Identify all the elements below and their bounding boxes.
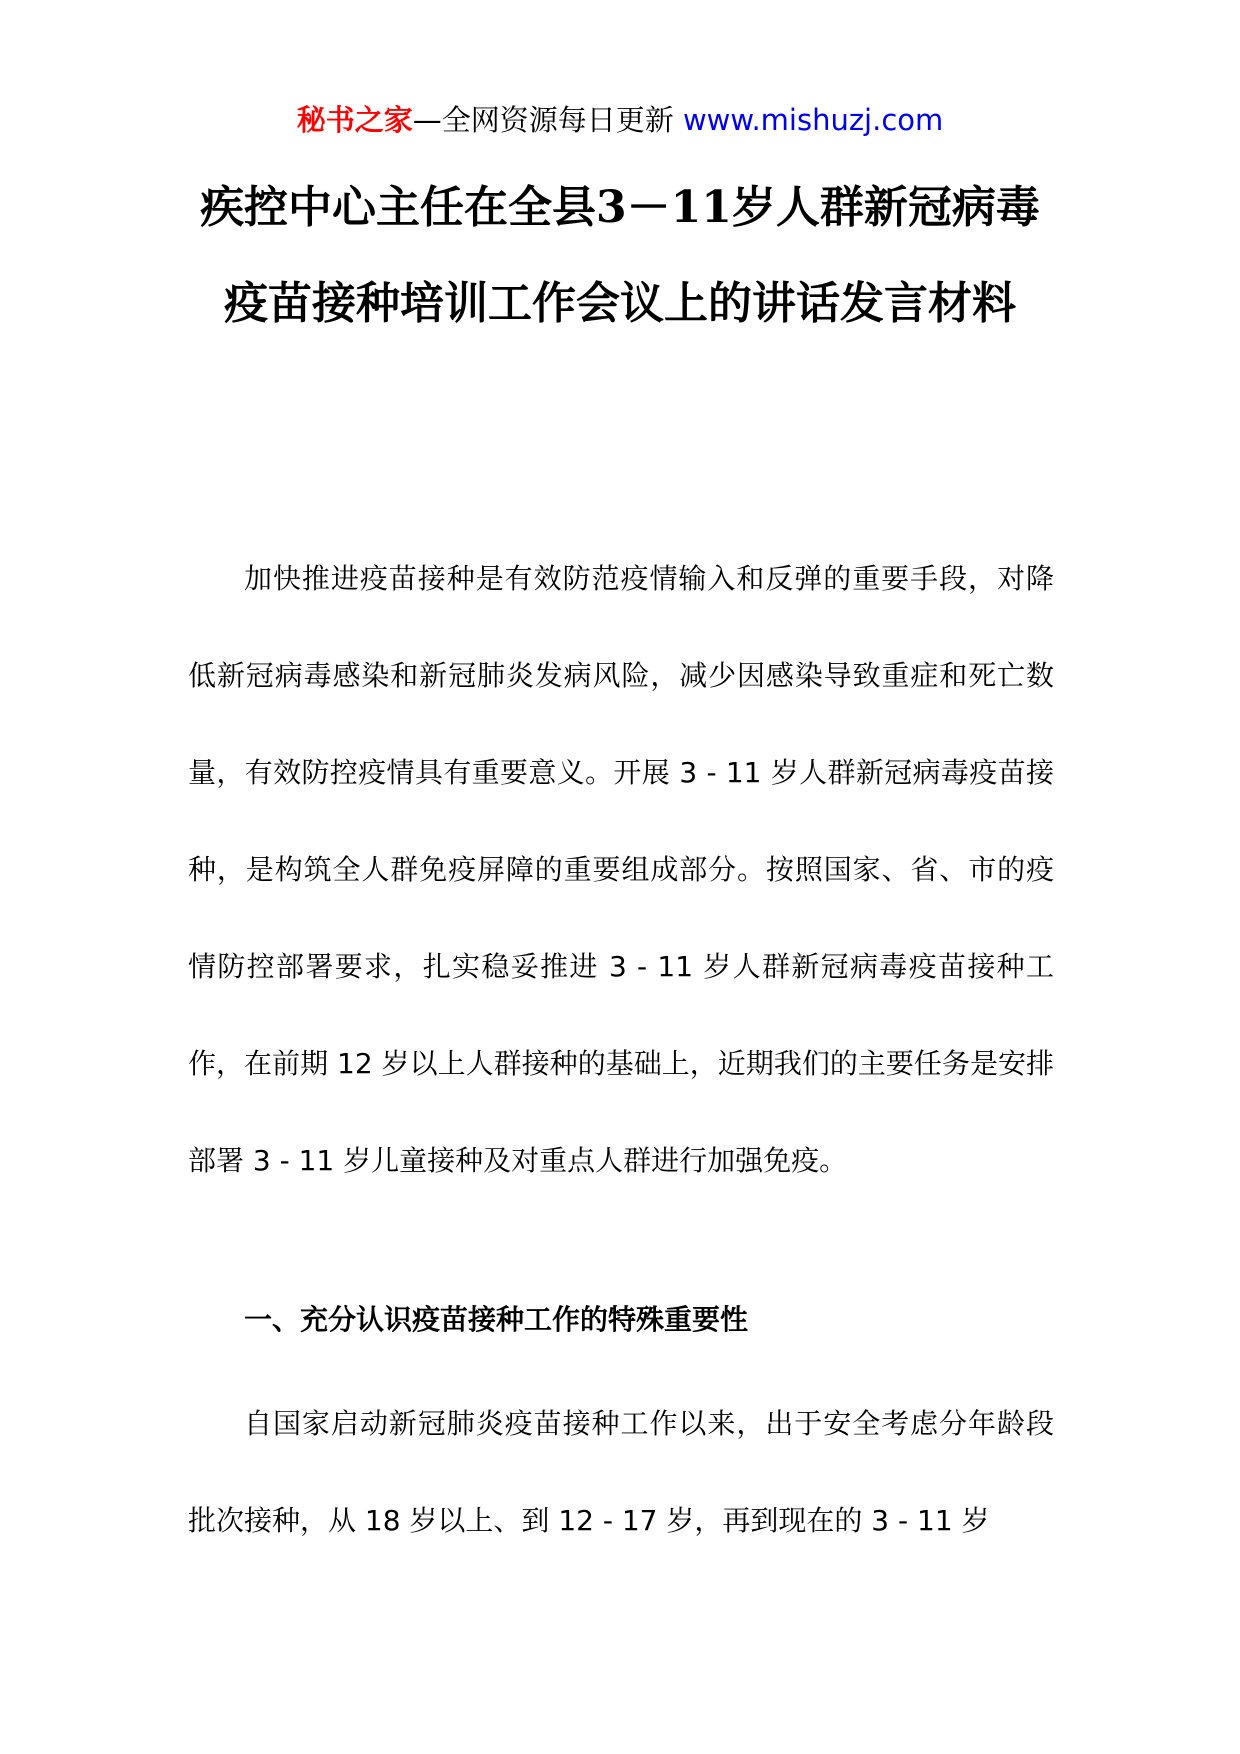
document-title: 疾控中心主任在全县3－11岁人群新冠病毒疫苗接种培训工作会议上的讲话发言材料 [200, 182, 1040, 329]
body-paragraph: 自国家启动新冠肺炎疫苗接种工作以来，出于安全考虑分年龄段批次接种，从 18 岁以上、到 12 - 17 岁，再到现在的 3 - 11 岁 [188, 1407, 1054, 1537]
section-heading: 一、充分认识疫苗接种工作的特殊重要性 [244, 1303, 749, 1336]
site-url-link[interactable]: www.mishuzj.com [682, 103, 944, 137]
brand-name: 秘书之家 [296, 103, 413, 137]
header-tagline: —全网资源每日更新 [412, 103, 674, 137]
site-header [0, 100, 1240, 140]
body-paragraph: 加快推进疫苗接种是有效防范疫情输入和反弹的重要手段，对降低新冠病毒感染和新冠肺炎发病风险，减少因感染导致重症和死亡数量，有效防控疫情具有重要意义。开展 3 - 11 岁人群新冠病毒疫苗接种，是构筑全人群免疫屏障的重要组成部分。按照国家、省、市的疫情防控部署要求，扎实稳妥推进 3 - 11 岁人群新冠病毒疫苗接种工作，在前期 12 岁以上人群接种的基础上，近期我们的主要任务是安排部署 3 - 11 岁儿童接种及对重点人群进行加强免疫。 [188, 562, 1054, 1177]
